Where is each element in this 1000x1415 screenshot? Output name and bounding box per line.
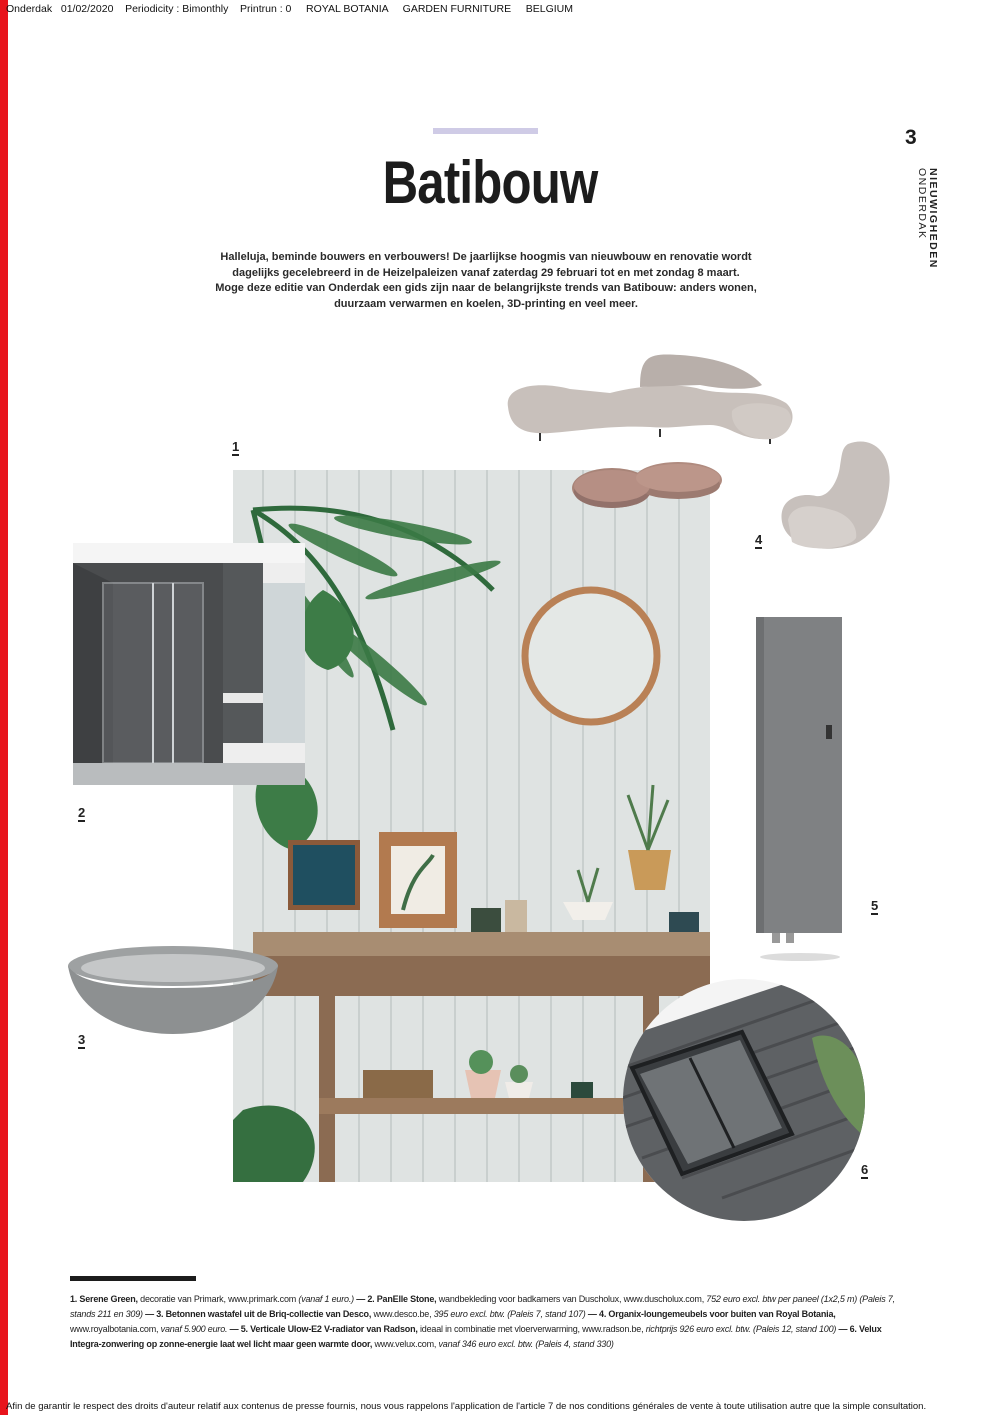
credits-rule xyxy=(70,1276,196,1281)
credit-2-price: 752 euro excl. btw per paneel (1x2,5 m) (Paleis 7, stands 211 en 309) xyxy=(70,1294,895,1319)
briq-basin-photo xyxy=(66,944,280,1036)
side-tables-photo xyxy=(570,458,726,520)
item-number-5: 5 xyxy=(871,898,879,913)
credit-3-text: www.desco.be, xyxy=(371,1309,434,1319)
page-title: Batibouw xyxy=(382,149,598,216)
intro-line: Halleluja, beminde bouwers en verbouwers! De jaarlijkse hoogmis van nieuwbouw en renovatie wordt xyxy=(220,251,752,263)
credit-4-price: vanaf 5.900 euro. xyxy=(160,1324,228,1334)
item-number-1: 1 xyxy=(232,439,240,454)
credit-4-name: — 4. Organix-loungemeubels voor buiten van Royal Botania, xyxy=(585,1309,836,1319)
intro-line: duurzaam verwarmen en koelen, 3D-printing en veel meer. xyxy=(334,297,638,310)
credit-3-name: — 3. Betonnen wastafel uit de Briq-collectie van Desco, xyxy=(142,1309,372,1319)
item-number-4: 4 xyxy=(755,532,763,547)
organix-lounge-photo xyxy=(500,345,800,445)
panelle-stone-photo xyxy=(73,543,305,785)
credit-2-text: wandbekleding voor badkamers van Duscholux, www.duscholux.com, xyxy=(436,1294,707,1304)
intro-paragraph xyxy=(196,250,776,312)
item-number-6: 6 xyxy=(861,1162,869,1177)
item-number-3: 3 xyxy=(78,1032,86,1047)
velux-window-photo xyxy=(622,978,869,1222)
magazine-name: ONDERDAK xyxy=(916,168,928,240)
title-accent-bar xyxy=(433,128,538,134)
section-name: NIEUWIGHEDEN xyxy=(927,168,939,269)
product-credits xyxy=(70,1292,898,1352)
credit-5-price: richtprijs 926 euro excl. btw. (Paleis 12, stand 100) xyxy=(645,1324,837,1334)
credit-6-text: www.velux.com, xyxy=(372,1339,439,1349)
credit-5-text: ideaal in combinatie met vloerverwarming, www.radson.be, xyxy=(417,1324,646,1334)
credit-4-text: www.royalbotania.com, xyxy=(70,1324,161,1334)
section-label xyxy=(916,168,938,269)
credit-1-text: decoratie van Primark, www.primark.com xyxy=(137,1294,299,1304)
intro-line: dagelijks gecelebreerd in de Heizelpaleizen vanaf zaterdag 29 februari tot en met zondag 8 maart. xyxy=(232,266,740,279)
radiator-photo xyxy=(752,615,844,967)
red-edge-bar xyxy=(0,0,8,1415)
credit-1-name: 1. Serene Green, xyxy=(70,1294,138,1304)
credit-3-price: 395 euro excl. btw. (Paleis 7, stand 107) xyxy=(433,1309,586,1319)
intro-line: Moge deze editie van Onderdak een gids zijn naar de belangrijkste trends van Batibouw: anders wonen, xyxy=(215,282,757,294)
credit-6-price: vanaf 346 euro excl. btw. (Paleis 4, stand 330) xyxy=(438,1339,614,1349)
copyright-footer: Afin de garantir le respect des droits d'auteur relatif aux contenus de presse fournis, nous vous rappelons l'application de l'article 7 de nos conditions générales de vente à toute utilisation autre que la simple consultation. xyxy=(6,1401,927,1412)
item-number-2: 2 xyxy=(78,805,86,820)
credit-1-price: (vanaf 1 euro.) xyxy=(298,1294,354,1304)
lounge-chair-photo xyxy=(778,434,894,560)
clipping-header: Onderdak 01/02/2020 Periodicity : Bimonthly Printrun : 0 ROYAL BOTANIA GARDEN FURNITURE BELGIUM xyxy=(6,3,573,15)
credit-5-name: — 5. Verticale Ulow-E2 V-radiator van Radson, xyxy=(227,1324,418,1334)
credit-6-name: — 6. Velux Integra-zonwering op zonne-energie laat wel licht maar geen warmte door, xyxy=(70,1324,882,1349)
credit-2-name: — 2. PanElle Stone, xyxy=(353,1294,437,1304)
page-number: 3 xyxy=(905,126,917,149)
